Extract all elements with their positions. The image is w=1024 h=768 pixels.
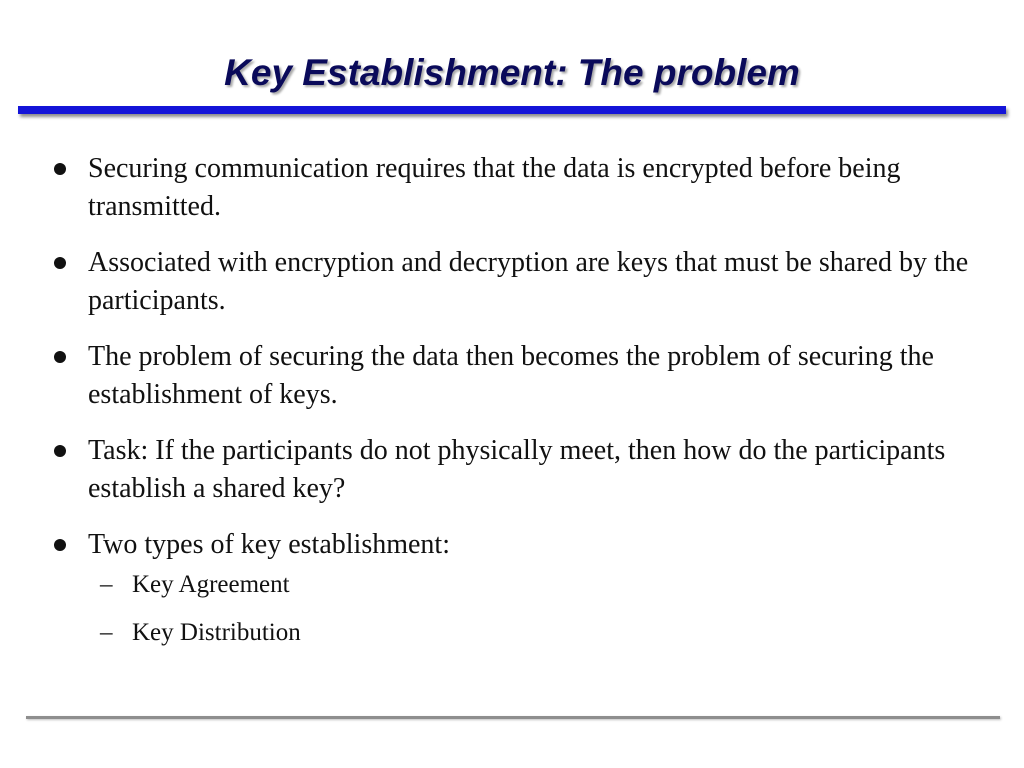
- bullet-text: Two types of key establishment:: [88, 529, 450, 560]
- bullet-dot-icon: [54, 257, 66, 269]
- bullet-item-2: [50, 244, 980, 320]
- bullet-text: Task: If the participants do not physically meet, then how do the participants establish a shared key?: [88, 435, 946, 504]
- bullet-item-4: [50, 432, 980, 508]
- dash-icon: –: [100, 571, 113, 598]
- bullet-dot-icon: [54, 163, 66, 175]
- bullet-list: [50, 150, 980, 668]
- sub-bullet-list: [88, 568, 980, 650]
- sub-bullet-text: Key Agreement: [132, 571, 290, 598]
- bullet-item-3: [50, 338, 980, 414]
- footer-divider: [26, 716, 1000, 719]
- slide-title: Key Establishment: The problem: [224, 52, 800, 93]
- sub-bullet-text: Key Distribution: [132, 619, 301, 646]
- sub-bullet-item-key-agreement: [88, 568, 980, 602]
- title-underline-divider: [18, 106, 1006, 114]
- bullet-dot-icon: [54, 539, 66, 551]
- bullet-dot-icon: [54, 351, 66, 363]
- bullet-text: The problem of securing the data then becomes the problem of securing the establishment of keys.: [88, 341, 934, 410]
- bullet-text: Associated with encryption and decryption are keys that must be shared by the participants.: [88, 247, 969, 316]
- sub-bullet-item-key-distribution: [88, 616, 980, 650]
- bullet-text: Securing communication requires that the data is encrypted before being transmitted.: [88, 153, 901, 222]
- bullet-item-1: [50, 150, 980, 226]
- bullet-item-5: [50, 526, 980, 650]
- bullet-dot-icon: [54, 445, 66, 457]
- dash-icon: –: [100, 619, 113, 646]
